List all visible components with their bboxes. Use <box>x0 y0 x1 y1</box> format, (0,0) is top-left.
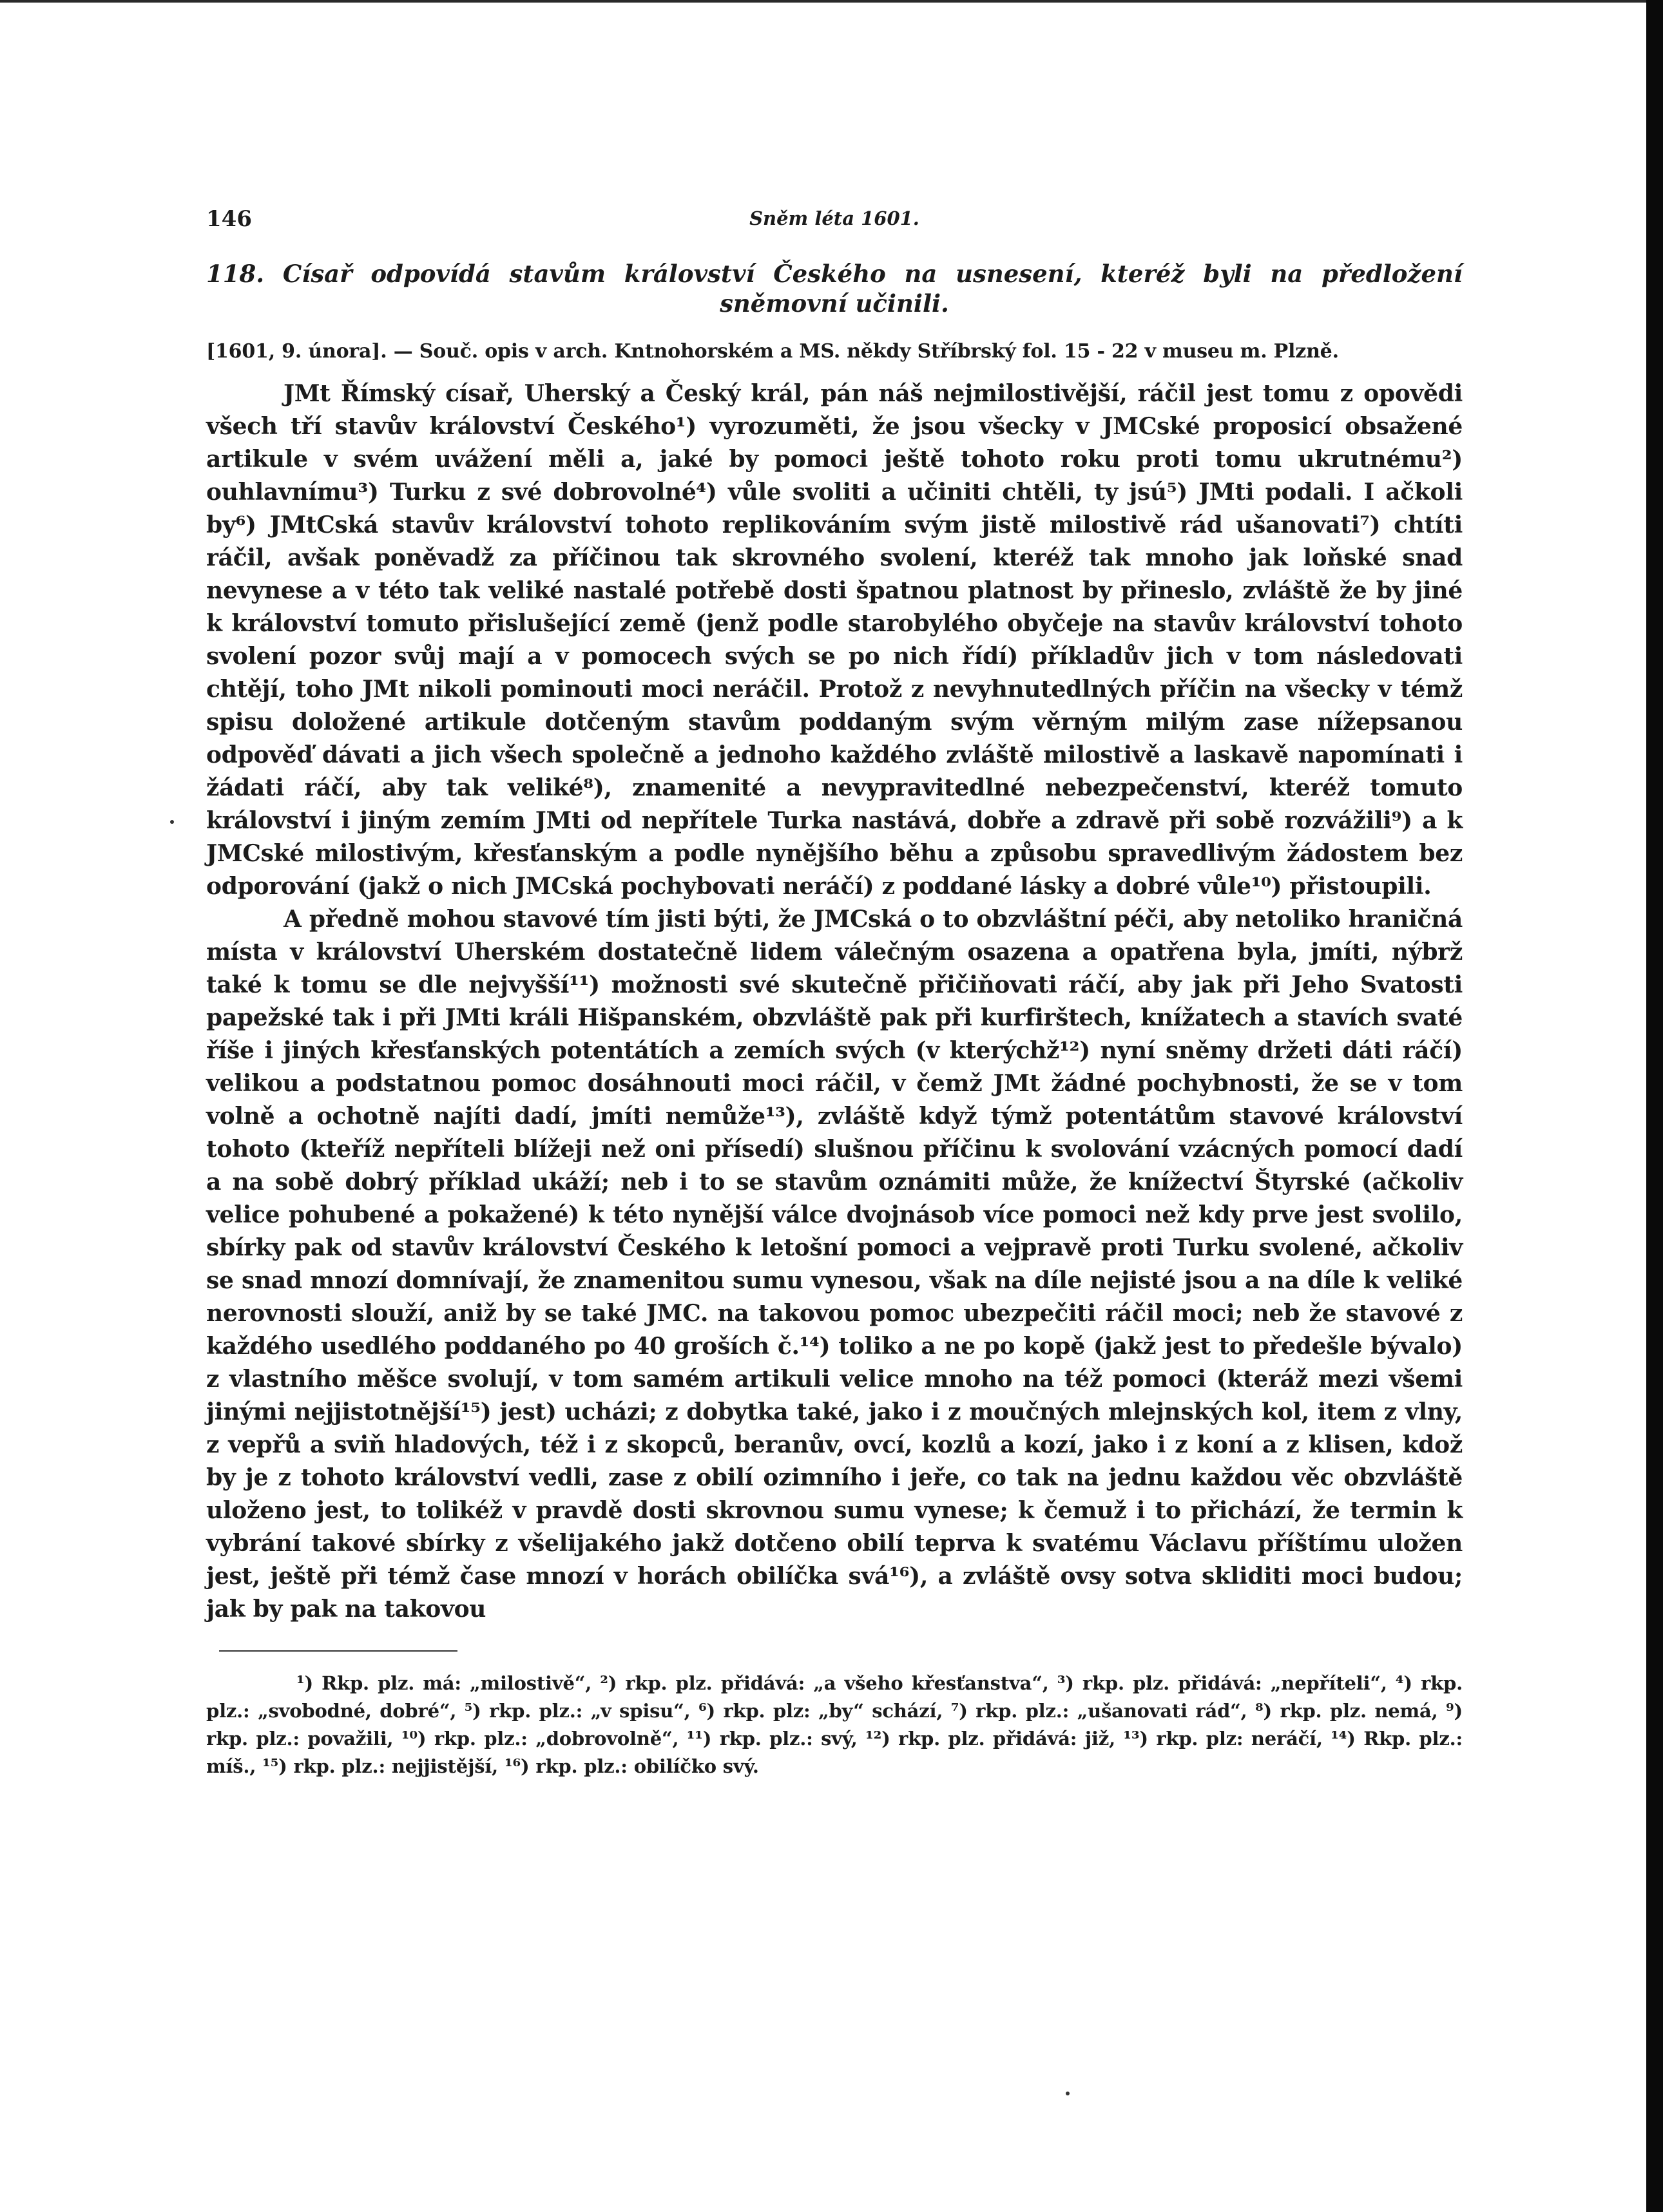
running-head <box>206 193 1463 245</box>
footnote-text: ¹) Rkp. plz. má: „milostivě“, ²) rkp. plz. přidává: „a všeho křesťanstva“, ³) rkp. plz. přidává: „nepříteli“, ⁴) rkp. plz.: „svobodné, dobré“, ⁵) rkp. plz.: „v spisu“, ⁶) rkp. plz: „by“ schází, ⁷) rkp. plz.: „ušanovati rád“, ⁸) rkp. plz. nemá, ⁹) rkp. plz.: považili, ¹⁰) rkp. plz.: „dobrovolně“, ¹¹) rkp. plz.: svý, ¹²) rkp. plz. přidává: již, ¹³) rkp. plz: neráčí, ¹⁴) Rkp. plz.: míš., ¹⁵) rkp. plz.: nejjistější, ¹⁶) rkp. plz.: obilíčko svý. <box>206 1672 1463 1777</box>
page-number: 146 <box>206 206 252 232</box>
page <box>206 193 1463 1780</box>
source-citation: [1601, 9. února]. — Souč. opis v arch. Kntnohorském a MS. někdy Stříbrský fol. 15 - 22 v museu m. Plzně. <box>206 340 1339 363</box>
scan-speck <box>170 820 174 824</box>
body-text <box>206 377 1463 1626</box>
scan-speck <box>1066 2092 1070 2095</box>
scan-top-edge <box>0 0 1663 3</box>
document-title: 118. Císař odpovídá stavům království Českého na usnesení, kteréž byli na předložení sněmovní učinili. <box>206 260 1463 318</box>
footnote-rule <box>219 1650 457 1652</box>
paragraph: JMt Římský císař, Uherský a Český král, pán náš nejmilostivější, ráčil jest tomu z opovědi všech tří stavův království Českého¹) vyrozuměti, že jsou všecky v JMCské proposicí obsažené artikule v svém uvážení měli a, jaké by pomoci ještě tohoto roku proti tomu ukrutnému²) ouhlavnímu³) Turku z své dobrovolné⁴) vůle svoliti a učiniti chtěli, ty jsú⁵) JMti podali. I ačkoli by⁶) JMtCská stavův království tohoto replikováním svým jistě milostivě rád ušanovati⁷) chtíti ráčil, avšak poněvadž za příčinou tak skrovného svolení, kteréž tak mnoho jak loňské snad nevynese a v této tak veliké nastalé potřebě dosti špatnou platnost by přineslo, zvláště že by jiné k království tomuto přislušející země (jenž podle starobylého obyčeje na stavův království tohoto svolení pozor svůj mají a v pomocech svých se po nich řídí) příkladův jich v tom následovati chtějí, toho JMt nikoli pominouti moci neráčil. Protož z nevyhnutedlných příčin na všecky v témž spisu doložené artikule dotčeným stavům poddaným svým věrným milým zase nížepsanou odpověď dávati a jich všech společně a jednoho každého zvláště milostivě a laskavě napomínati i žádati ráčí, aby tak veliké⁸), znamenité a nevypravitedlné nebezpečenství, kteréž tomuto království i jiným zemím JMti od nepřítele Turka nastává, dobře a zdravě při sobě rozvážili⁹) a k JMCské milostivým, křesťanským a podle nynějšího běhu a způsobu spravedlivým žádostem bez odporování (jakž o nich JMCská pochybovati neráčí) z poddané lásky a dobré vůle¹⁰) přistoupili. <box>206 380 1463 900</box>
paragraph: A předně mohou stavové tím jisti býti, že JMCská o to obzvláštní péči, aby netoliko hraničná místa v království Uherském dostatečně lidem válečným osazena a opatřena byla, jmíti, nýbrž také k tomu se dle nejvyšší¹¹) možnosti své skutečně přičiňovati ráčí, aby jak při Jeho Svatosti papežské tak i při JMti králi Hišpanském, obzvláště pak při kurfirštech, knížatech a stavích svaté říše i jiných křesťanských potentátích a zemích svých (v kterýchž¹²) nyní sněmy držeti dáti ráčí) velikou a podstatnou pomoc dosáhnouti moci ráčil, v čemž JMt žádné pochybnosti, že se v tom volně a ochotně najíti dadí, jmíti nemůže¹³), zvláště když týmž potentátům stavové království tohoto (kteříž nepříteli blížeji než oni přísedí) slušnou příčinu k svolování vzácných pomocí dadí a na sobě dobrý příklad ukáží; neb i to se stavům oznámiti může, že knížectví Štyrské (ačkoliv velice pohubené a pokažené) k této nynější válce dvojnásob více pomoci než kdy prve jest svolilo, sbírky pak od stavův království Českého k letošní pomoci a vejpravě proti Turku svolené, ačkoliv se snad mnozí domnívají, že znamenitou sumu vynesou, však na díle nejisté jsou a na díle k veliké nerovnosti slouží, aniž by se také JMC. na takovou pomoc ubezpečiti ráčil moci; neb že stavové z každého usedlého poddaného po 40 groších č.¹⁴) toliko a ne po kopě (jakž jest to předešle bývalo) z vlastního měšce svolují, v tom samém artikuli velice mnoho na též pomoci (kteráž mezi všemi jinými nejjistotnější¹⁵) jest) ucházi; z dobytka také, jako i z moučných mlejnských kol, item z vlny, z vepřů a sviň hladových, též i z skopců, beranův, ovcí, kozlů a kozí, jako i z koní a z klisen, kdož by je z tohoto království vedli, zase z obilí ozimního i jeře, co tak na jednu každou věc obzvláště uloženo jest, to tolikéž v pravdě dosti skrovnou sumu vynese; k čemuž i to přichází, že termin k vybrání takové sbírky z všelijakého jakž dotčeno obilí teprva k svatému Václavu příštímu uložen jest, ještě při témž čase mnozí v horách obilíčka svá¹⁶), a zvláště ovsy sotva skliditi moci budou; jak by pak na takovou <box>206 906 1463 1623</box>
footnotes <box>206 1670 1463 1780</box>
running-title: Sněm léta 1601. <box>749 207 919 229</box>
scan-right-edge <box>1646 0 1663 2212</box>
